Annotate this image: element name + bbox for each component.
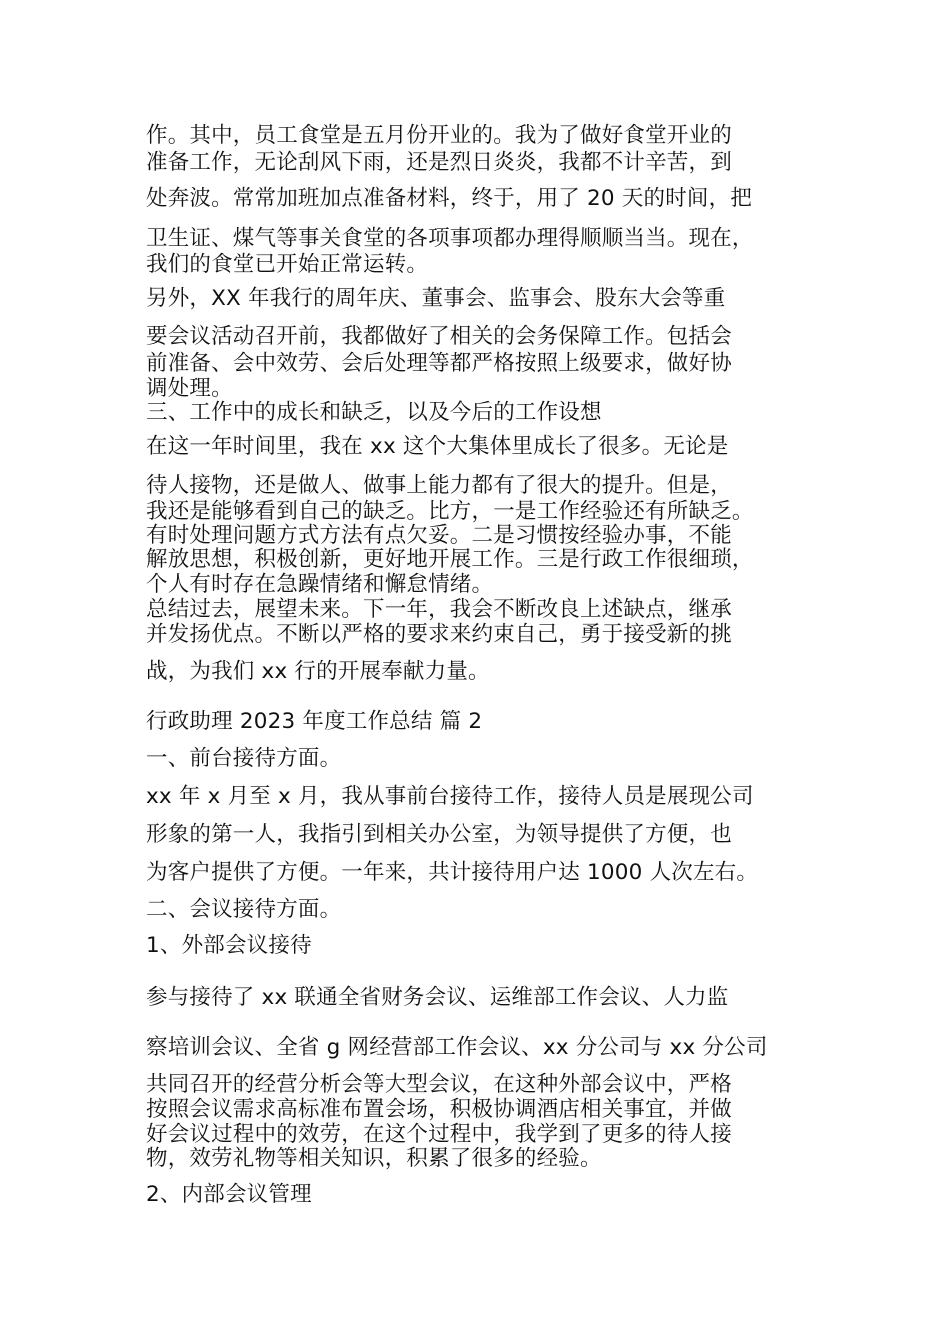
paragraph-line: 待人接物，还是做人、做事上能力都有了很大的提升。但是， (146, 473, 732, 498)
paragraph-line: 解放思想，积极创新，更好地开展工作。三是行政工作很细琐， (146, 547, 754, 572)
paragraph-line: xx 年 x 月至 x 月，我从事前台接待工作，接待人员是展现公司 (146, 784, 754, 809)
document-title: 行政助理 2023 年度工作总结 篇 2 (146, 709, 483, 734)
paragraph-line: 好会议过程中的效劳，在这个过程中，我学到了更多的待人接 (146, 1122, 732, 1147)
paragraph-line: 个人有时存在急躁情绪和懈怠情绪。 (146, 572, 494, 597)
section-heading: 一、前台接待方面。 (146, 746, 342, 771)
paragraph-line: 调处理。 (146, 376, 233, 401)
section-heading: 三、工作中的成长和缺乏，以及今后的工作设想 (146, 400, 602, 425)
paragraph-line: 为客户提供了方便。一年来，共计接待用户达 1000 人次左右。 (146, 860, 759, 885)
paragraph-line: 前准备、会中效劳、会后处理等都严格按照上级要求，做好协 (146, 351, 732, 376)
paragraph-line: 我还是能够看到自己的缺乏。比方，一是工作经验还有所缺乏。 (146, 499, 754, 524)
paragraph-line: 准备工作，无论刮风下雨，还是烈日炎炎，我都不计辛苦，到 (146, 150, 732, 175)
subsection-heading: 1、外部会议接待 (146, 933, 312, 958)
paragraph-line: 并发扬优点。不断以严格的要求来约束自己，勇于接受新的挑 (146, 622, 732, 647)
paragraph-line: 共同召开的经营分析会等大型会议，在这种外部会议中，严格 (146, 1072, 732, 1097)
paragraph-line: 另外，XX 年我行的周年庆、董事会、监事会、股东大会等重 (146, 286, 726, 311)
paragraph-line: 总结过去，展望未来。下一年，我会不断改良上述缺点，继承 (146, 597, 732, 622)
paragraph-line: 察培训会议、全省 g 网经营部工作会议、xx 分公司与 xx 分公司 (146, 1035, 768, 1060)
paragraph-line: 要会议活动召开前，我都做好了相关的会务保障工作。包括会 (146, 324, 732, 349)
paragraph-line: 有时处理问题方式方法有点欠妥。二是习惯按经验办事，不能 (146, 523, 732, 548)
section-heading: 二、会议接待方面。 (146, 897, 342, 922)
paragraph-line: 战，为我们 xx 行的开展奉献力量。 (146, 659, 490, 684)
paragraph-line: 在这一年时间里，我在 xx 这个大集体里成长了很多。无论是 (146, 434, 729, 459)
paragraph-line: 处奔波。常常加班加点准备材料，终于，用了 20 天的时间，把 (146, 186, 753, 211)
paragraph-line: 按照会议需求高标准布置会场，积极协调酒店相关事宜，并做 (146, 1097, 732, 1122)
paragraph-line: 我们的食堂已开始正常运转。 (146, 252, 429, 277)
paragraph-line: 参与接待了 xx 联通全省财务会议、运维部工作会议、人力监 (146, 985, 729, 1010)
subsection-heading: 2、内部会议管理 (146, 1182, 312, 1207)
paragraph-line: 作。其中，员工食堂是五月份开业的。我为了做好食堂开业的 (146, 123, 732, 148)
paragraph-line: 形象的第一人，我指引到相关办公室，为领导提供了方便，也 (146, 822, 732, 847)
paragraph-line: 物，效劳礼物等相关知识，积累了很多的经验。 (146, 1146, 602, 1171)
paragraph-line: 卫生证、煤气等事关食堂的各项事项都办理得顺顺当当。现在， (146, 226, 754, 251)
